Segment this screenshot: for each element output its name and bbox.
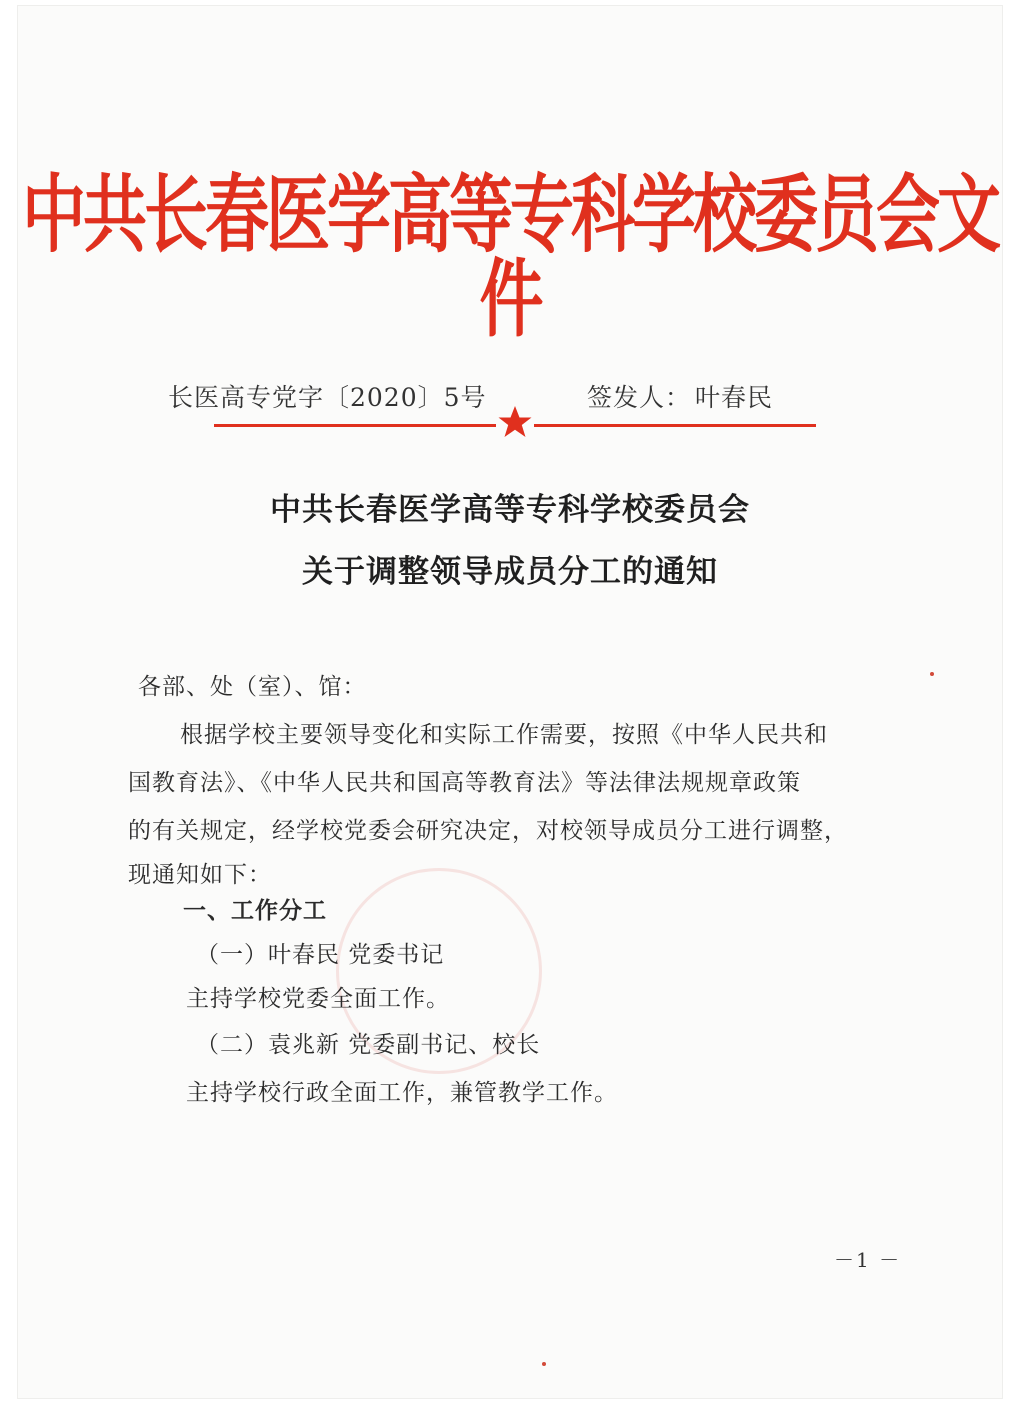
- document-page: [18, 6, 1002, 1398]
- page-number: －1 －: [834, 1248, 902, 1272]
- red-divider-left: [214, 424, 496, 427]
- paragraph-line: 根据学校主要领导变化和实际工作需要，按照《中华人民共和: [180, 722, 828, 748]
- section-heading: 一、工作分工: [183, 897, 327, 924]
- signer-name: 叶春民: [695, 383, 774, 412]
- ink-dot: [930, 672, 934, 676]
- salutation: 各部、处（室）、馆：: [138, 674, 367, 700]
- paragraph-line: 国教育法》、《中华人民共和国高等教育法》等法律法规规章政策: [128, 770, 801, 796]
- notice-title-line2: 关于调整领导成员分工的通知: [302, 554, 718, 590]
- red-divider-right: [534, 424, 816, 427]
- notice-title-line1: 中共长春医学高等专科学校委员会: [270, 492, 750, 528]
- signer: [583, 378, 773, 414]
- paragraph-line: 的有关规定，经学校党委会研究决定，对校领导成员分工进行调整，: [128, 818, 848, 844]
- item-title: （二）袁兆新 党委副书记、校长: [196, 1032, 541, 1058]
- document-number: 长医高专党字〔2020〕5号: [168, 383, 487, 412]
- item-description: 主持学校行政全面工作，兼管教学工作。: [186, 1080, 618, 1106]
- red-header-title: 中共长春医学高等专科学校委员会文件: [22, 166, 998, 350]
- item-title: （一）叶春民 党委书记: [196, 942, 445, 968]
- item-description: 主持学校党委全面工作。: [186, 986, 450, 1012]
- paragraph-line: 现通知如下：: [128, 862, 272, 888]
- star-icon: [497, 404, 533, 440]
- ink-dot: [542, 1362, 546, 1366]
- signer-label: 签发人：: [587, 383, 692, 412]
